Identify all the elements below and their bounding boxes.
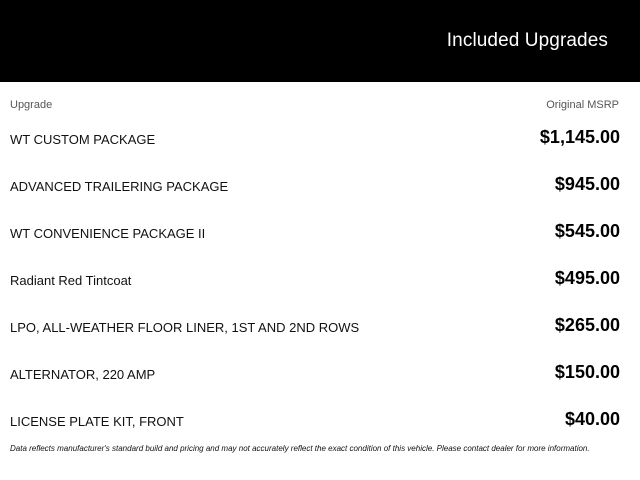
header-bar xyxy=(0,0,640,82)
list-item xyxy=(0,304,640,351)
upgrade-name: LPO, ALL-WEATHER FLOOR LINER, 1ST AND 2ND ROWS xyxy=(10,320,360,335)
upgrade-name: LICENSE PLATE KIT, FRONT xyxy=(10,414,184,429)
upgrade-price: $1,145.00 xyxy=(539,127,620,147)
upgrade-price: $150.00 xyxy=(554,362,620,382)
upgrades-list xyxy=(0,116,640,445)
list-item xyxy=(0,163,640,210)
list-item xyxy=(0,210,640,257)
upgrade-name: WT CONVENIENCE PACKAGE II xyxy=(10,226,206,241)
upgrade-price: $265.00 xyxy=(554,315,620,335)
upgrade-price: $40.00 xyxy=(564,409,620,429)
upgrade-name: Radiant Red Tintcoat xyxy=(10,273,132,288)
upgrade-price: $545.00 xyxy=(554,221,620,241)
upgrade-name: ALTERNATOR, 220 AMP xyxy=(10,367,156,382)
list-item xyxy=(0,398,640,445)
upgrade-price: $495.00 xyxy=(554,268,620,288)
column-headers xyxy=(0,99,640,115)
list-item xyxy=(0,351,640,398)
upgrade-name: ADVANCED TRAILERING PACKAGE xyxy=(10,179,229,194)
list-item xyxy=(0,257,640,304)
upgrade-column-header: Upgrade xyxy=(10,99,53,111)
disclaimer-text: Data reflects manufacturer's standard build and pricing and may not accurately reflect the exact condition of this vehicle. Please contact dealer for more information. xyxy=(10,444,590,453)
list-item xyxy=(0,116,640,163)
upgrade-price: $945.00 xyxy=(554,174,620,194)
msrp-column-header: Original MSRP xyxy=(546,99,619,111)
upgrade-name: WT CUSTOM PACKAGE xyxy=(10,132,156,147)
page-title: Included Upgrades xyxy=(446,30,608,51)
